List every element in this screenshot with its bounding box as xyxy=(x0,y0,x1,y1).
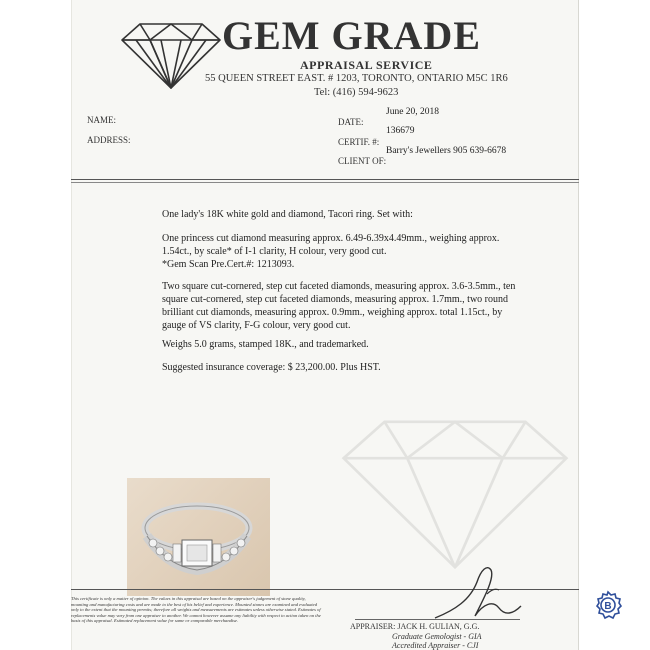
client-label: CLIENT OF: xyxy=(338,156,387,166)
insurance-block xyxy=(162,361,522,374)
seal-badge-icon xyxy=(593,590,623,620)
header-divider xyxy=(71,179,579,180)
brand-subtitle: APPRAISAL SERVICE xyxy=(300,58,433,72)
brand-title: GEM GRADE xyxy=(222,13,481,58)
certif-label: CERTIF. #: xyxy=(338,137,380,147)
insurance-text: Suggested insurance coverage: $ 23,200.00. Plus HST. xyxy=(162,362,381,373)
brand-telephone: Tel: (416) 594-9623 xyxy=(314,87,399,98)
appraiser-credential-gia: Graduate Gemologist - GIA xyxy=(392,632,482,641)
description-block xyxy=(162,208,522,221)
appraiser-signature xyxy=(425,560,525,626)
description-intro: One lady's 18K white gold and diamond, Tacori ring. Set with: xyxy=(162,209,413,220)
header-divider-secondary xyxy=(71,182,579,183)
disclaimer-text xyxy=(71,596,321,624)
ring-image xyxy=(127,478,270,596)
weight-text: Weighs 5.0 grams, stamped 18K., and trademarked. xyxy=(162,339,369,350)
date-label: DATE: xyxy=(338,117,364,127)
ring-photo xyxy=(127,478,270,596)
signature-line xyxy=(355,619,520,620)
address-label: ADDRESS: xyxy=(87,135,131,145)
weight-block xyxy=(162,338,522,351)
principal-stone-text: One princess cut diamond measuring approx. 6.49-6.39x4.49mm., weighing approx. 1.54ct., by scale* of I-1 clarity, H colour, very good cut. xyxy=(162,233,500,257)
side-stones-block xyxy=(162,280,522,332)
appraiser-name: APPRAISER: JACK H. GULIAN, G.G. xyxy=(350,622,480,631)
name-label: NAME: xyxy=(87,115,116,125)
principal-stone-block xyxy=(162,232,522,271)
badge-letter: B xyxy=(604,601,612,612)
client-value: Barry's Jewellers 905 639-6678 xyxy=(386,146,507,156)
gem-scan-ref: *Gem Scan Pre.Cert.#: 1213093. xyxy=(162,259,295,270)
date-value: June 20, 2018 xyxy=(386,107,440,117)
side-stones-text: Two square cut-cornered, step cut faceted diamonds, measuring approx. 3.6-3.5mm., ten square cut-cornered, step cut faceted diamonds, measuring approx. 1.7mm., two round brilliant cut diamonds, measuring approx. 0.9mm., weighing approx. total 1.15ct., by gauge of VS clarity, F-G colour, very good cut. xyxy=(162,281,516,331)
disclaimer-paragraph: This certificate is only a matter of opinion. The values in this appraisal are based on the appraiser's judgement of stone quality, mounting and manufacturing costs and are made to the best of his belief and experience. Mounted stones are examined and evaluated only to the extent that the mounting permits; therefore all weights and measurements are estimates unless otherwise stated. Estimates of replacements value may vary from one appraiser to another. We cannot however assume any liability with respect to action taken on the basis of this appraisal. Estimated replacement value for same or comparable merchandise. xyxy=(71,596,321,624)
brand-address: 55 QUEEN STREET EAST. # 1203, TORONTO, ONTARIO M5C 1R6 xyxy=(205,73,508,84)
appraiser-credential-cji: Accredited Appraiser - CJI xyxy=(392,641,479,650)
certif-value: 136679 xyxy=(386,126,415,136)
